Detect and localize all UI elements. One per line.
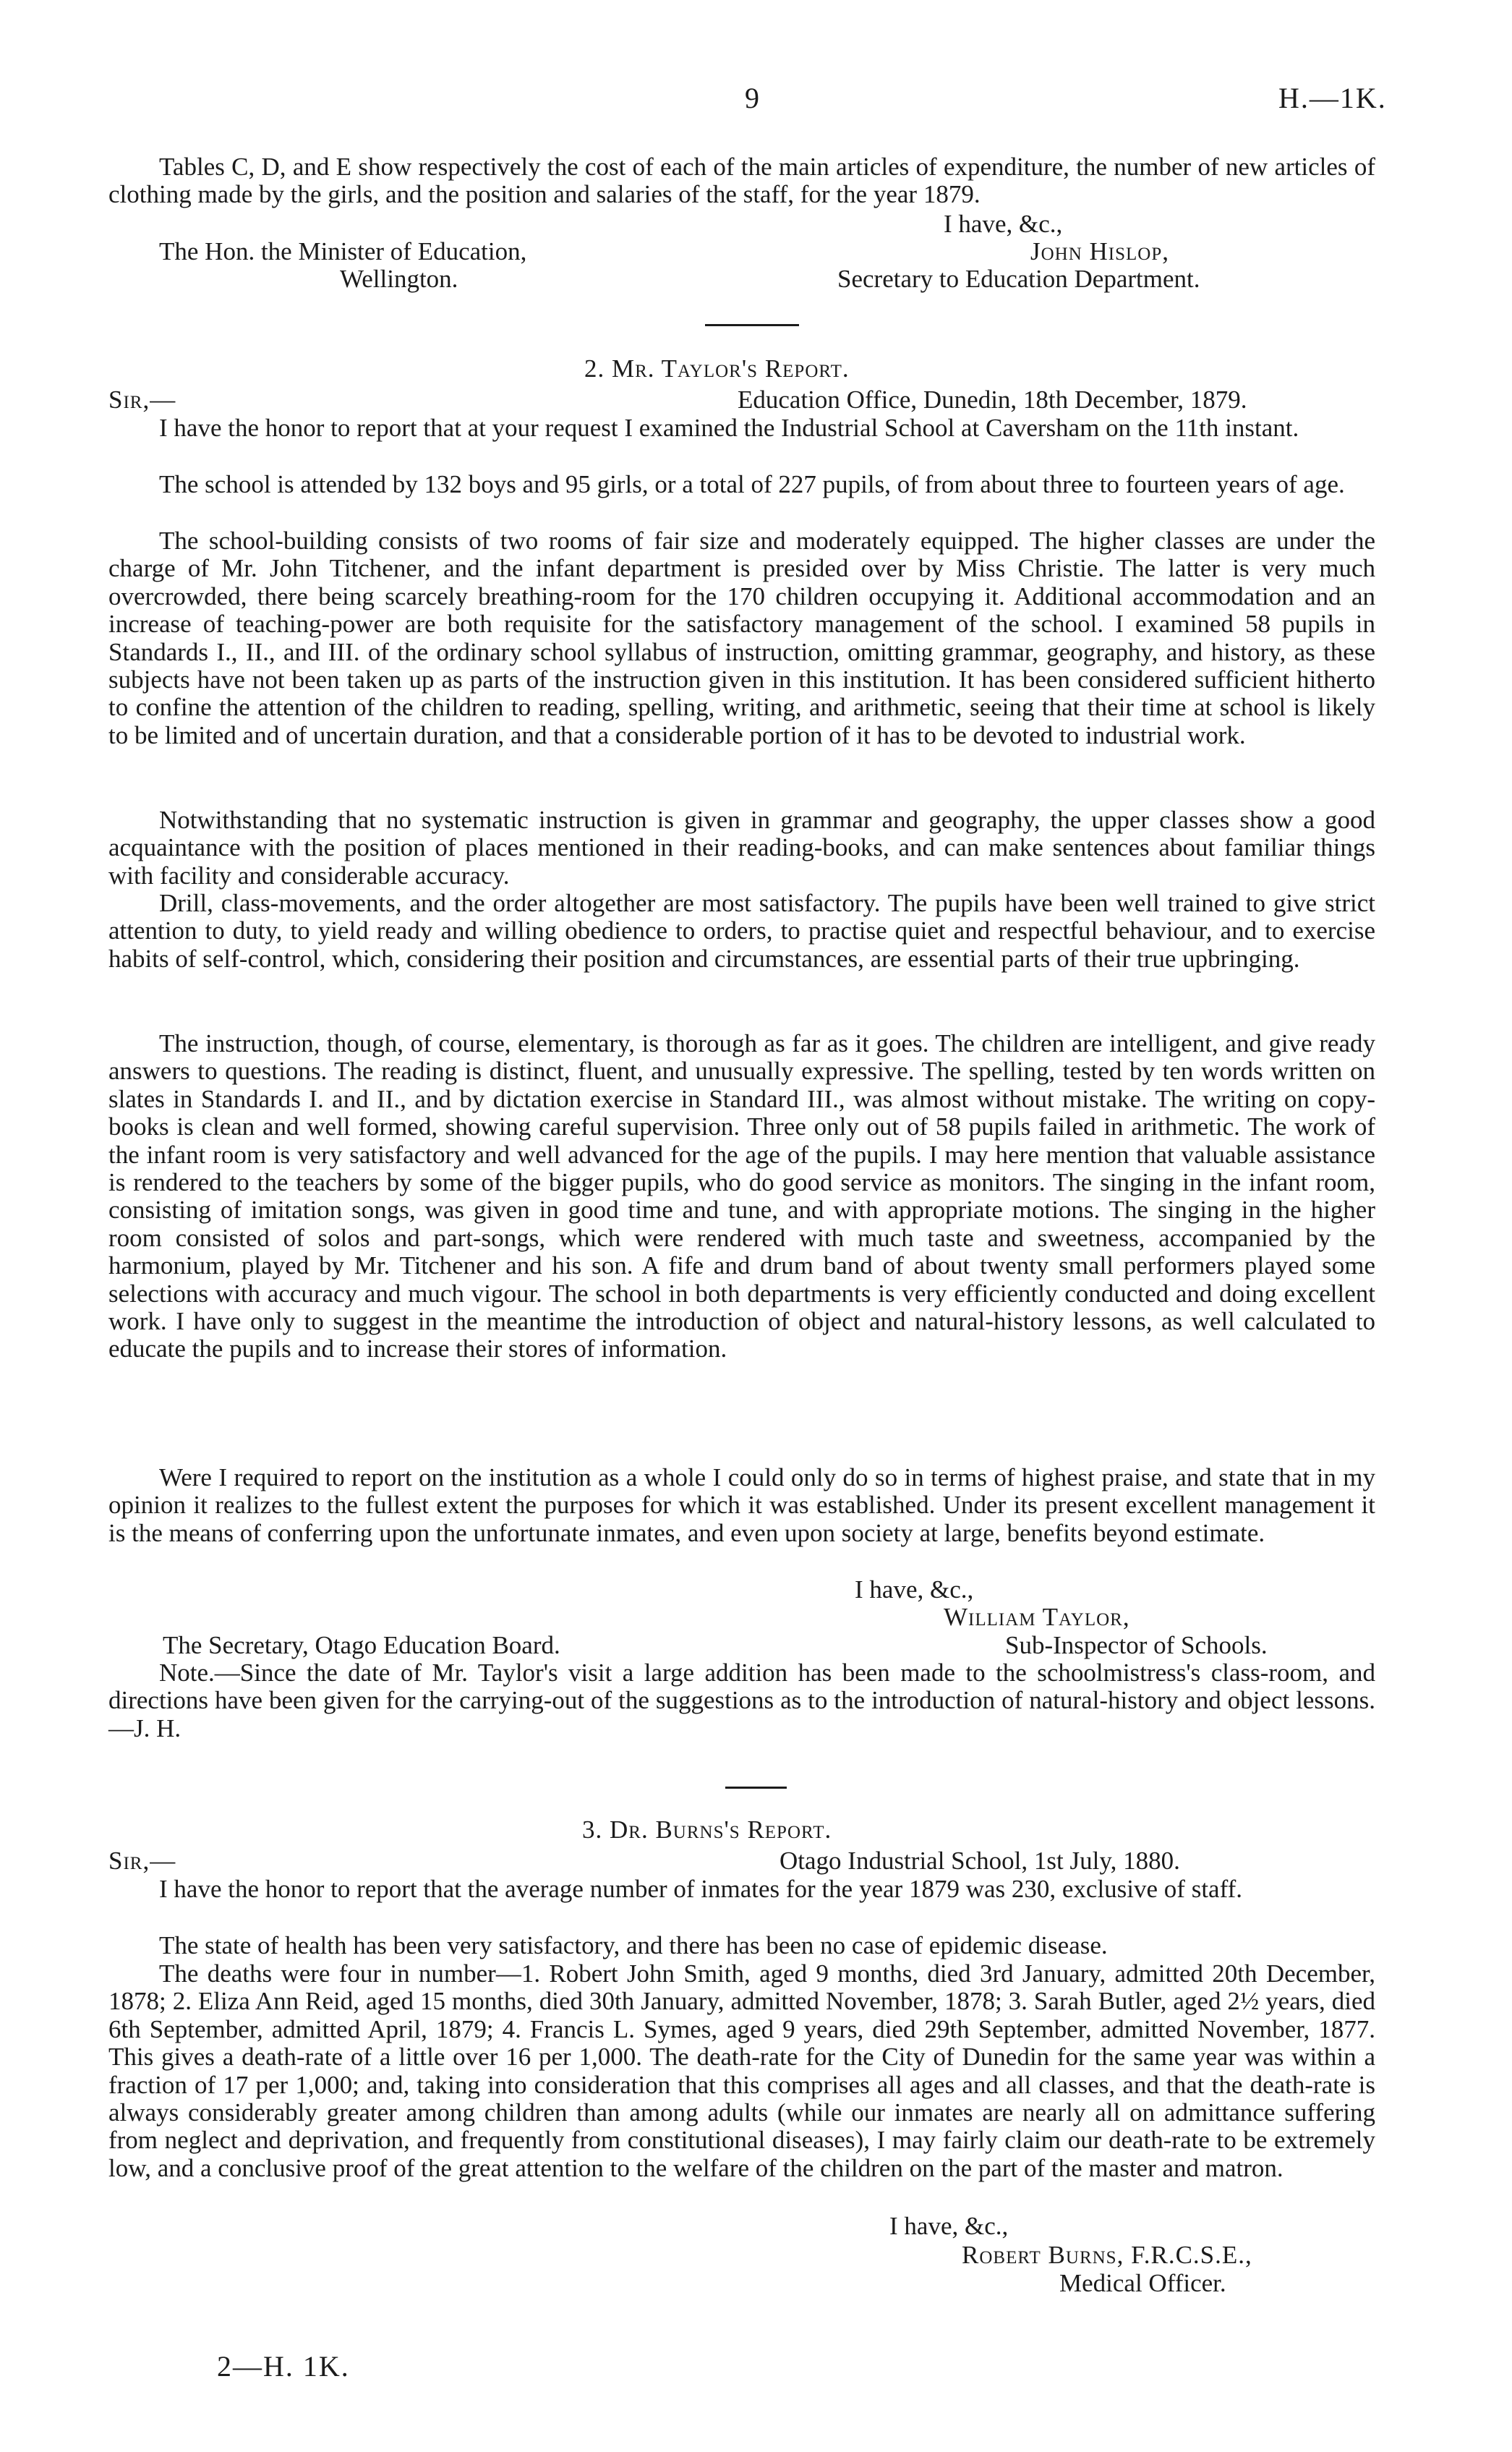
taylor-paragraph: Were I required to report on the institution as a whole I could only do so in terms of highest praise, and state that in my opinion it realizes to the fullest extent the purposes for which it was established. Under its present excellent management it is the means of conferring upon the unfortunate inmates, and even upon society at large, benefits beyond estimate. [108,1463,1375,1547]
section-divider [725,1787,787,1789]
taylor-closing: I have, &c., [855,1575,974,1604]
burns-dateline: Otago Industrial School, 1st July, 1880. [780,1847,1180,1875]
taylor-addressee: The Secretary, Otago Education Board. [163,1631,560,1659]
burns-signer-title: Medical Officer. [1059,2269,1226,2297]
intro-addressee-city: Wellington. [340,265,458,293]
taylor-paragraph: The instruction, though, of course, elementary, is thorough as far as it goes. The children are intelligent, and give ready answers to questions. The reading is distinct, fluent, and unusually expressive. The spelling, tested by ten words written on slates in Standards I. and II., and by dictation exercise in Standard III., was almost without mistake. The writing on copy-books is clean and well formed, showing careful supervision. Three only out of 58 pupils failed in arithmetic. The work of the infant room is very satisfactory and well advanced for the age of the pupils. I may here mention that valuable assistance is rendered to the teachers by some of the bigger pupils, who do good service as monitors. The singing in the infant room, consisting of imitation songs, was given in good time and tune, and with appropriate motions. The singing in the higher room consisted of solos and part-songs, which were rendered with much taste and sweetness, accompanied by the harmonium, played by Mr. Titchener and his son. A fife and drum band of about twenty small performers played some selections with accuracy and much vigour. The school in both departments is very efficiently conducted and doing excellent work. I have only to suggest in the meantime the introduction of object and natural-history lessons, as well calculated to educate the pupils and to increase their stores of information. [108,1029,1375,1363]
taylor-salutation: Sir,— [108,386,176,414]
taylor-paragraph: Drill, class-movements, and the order altogether are most satisfactory. The pupils have been well trained to give strict attention to duty, to yield ready and willing obedience to orders, to practise quiet and respectful behaviour, and to exercise habits of self-control, which, considering their position and circumstances, are essential parts of their true upbringing. [108,889,1375,973]
taylor-paragraph: Notwithstanding that no systematic instruction is given in grammar and geography, the upper classes show a good acquaintance with the position of places mentioned in their reading-books, and can make sentences about familiar things with facility and considerable accuracy. [108,806,1375,890]
taylor-paragraph: The school is attended by 132 boys and 95 girls, or a total of 227 pupils, of from about three to fourteen years of age. [159,470,1345,498]
taylor-paragraph: I have the honor to report that at your request I examined the Industrial School at Caversham on the 11th instant. [159,414,1299,442]
burns-report-title: 3. Dr. Burns's Report. [582,1815,832,1844]
taylor-report-title: 2. Mr. Taylor's Report. [584,354,850,383]
section-divider [705,324,799,326]
intro-paragraph: Tables C, D, and E show respectively the cost of each of the main articles of expenditure, the number of new articles of clothing made by the girls, and the position and salaries of the staff, for the year 1879. [108,153,1375,209]
page-number: 9 [745,82,759,114]
taylor-dateline: Education Office, Dunedin, 18th December, 1879. [738,386,1247,414]
page-reference: H.—1K. [1278,82,1387,114]
intro-addressee: The Hon. the Minister of Education, [159,237,527,265]
burns-salutation: Sir,— [108,1847,176,1875]
intro-signer-name: John Hislop, [1030,237,1170,265]
intro-closing: I have, &c., [944,210,1063,238]
footer-signature-mark: 2—H. 1K. [217,2350,350,2383]
taylor-signer-title: Sub-Inspector of Schools. [1005,1631,1268,1659]
burns-paragraph: The deaths were four in number—1. Robert John Smith, aged 9 months, died 3rd January, admitted 20th December, 1878; 2. Eliza Ann Reid, aged 15 months, died 30th January, admitted November, 1878; 3. Sarah Butler, aged 2½ years, died 6th September, admitted April, 1879; 4. Francis L. Symes, aged 9 years, died 29th September, admitted November, 1877. This gives a death-rate of a little over 16 per 1,000. The death-rate for the City of Dunedin for the same year was within a fraction of 17 per 1,000; and, taking into consideration that this comprises all ages and all classes, and that the death-rate is always considerably greater among children than among adults (while our inmates are nearly all on admittance suffering from neglect and deprivation, and frequently from constitutional diseases), I may fairly claim our death-rate to be extremely low, and a conclusive proof of the great attention to the welfare of the children on the part of the master and matron. [108,1959,1375,2182]
taylor-signer-name: William Taylor, [944,1603,1130,1631]
taylor-note: Note.—Since the date of Mr. Taylor's visit a large addition has been made to the schoolmistress's class-room, and directions have been given for the carrying-out of the suggestions as to the introduction of natural-history and object lessons.—J. H. [108,1659,1375,1742]
burns-closing: I have, &c., [889,2212,1009,2240]
burns-paragraph: I have the honor to report that the average number of inmates for the year 1879 was 230, exclusive of staff. [159,1875,1243,1903]
taylor-paragraph: The school-building consists of two rooms of fair size and moderately equipped. The higher classes are under the charge of Mr. John Titchener, and the infant department is presided over by Miss Christie. The latter is very much overcrowded, there being scarcely breathing-room for the 170 children occupying it. Additional accommodation and an increase of teaching-power are both requisite for the satisfactory management of the school. I examined 58 pupils in Standards I., II., and III. of the ordinary school syllabus of instruction, omitting grammar, geography, and history, as these subjects have not been taken up as parts of the instruction given in this institution. It has been considered sufficient hitherto to confine the attention of the children to reading, spelling, writing, and arithmetic, seeing that their time at school is likely to be limited and of uncertain duration, and that a considerable portion of it has to be devoted to industrial work. [108,527,1375,749]
intro-signer-title: Secretary to Education Department. [837,265,1200,293]
burns-signer-name: Robert Burns, F.R.C.S.E., [962,2241,1252,2269]
burns-paragraph: The state of health has been very satisfactory, and there has been no case of epidemic disease. [159,1931,1108,1959]
